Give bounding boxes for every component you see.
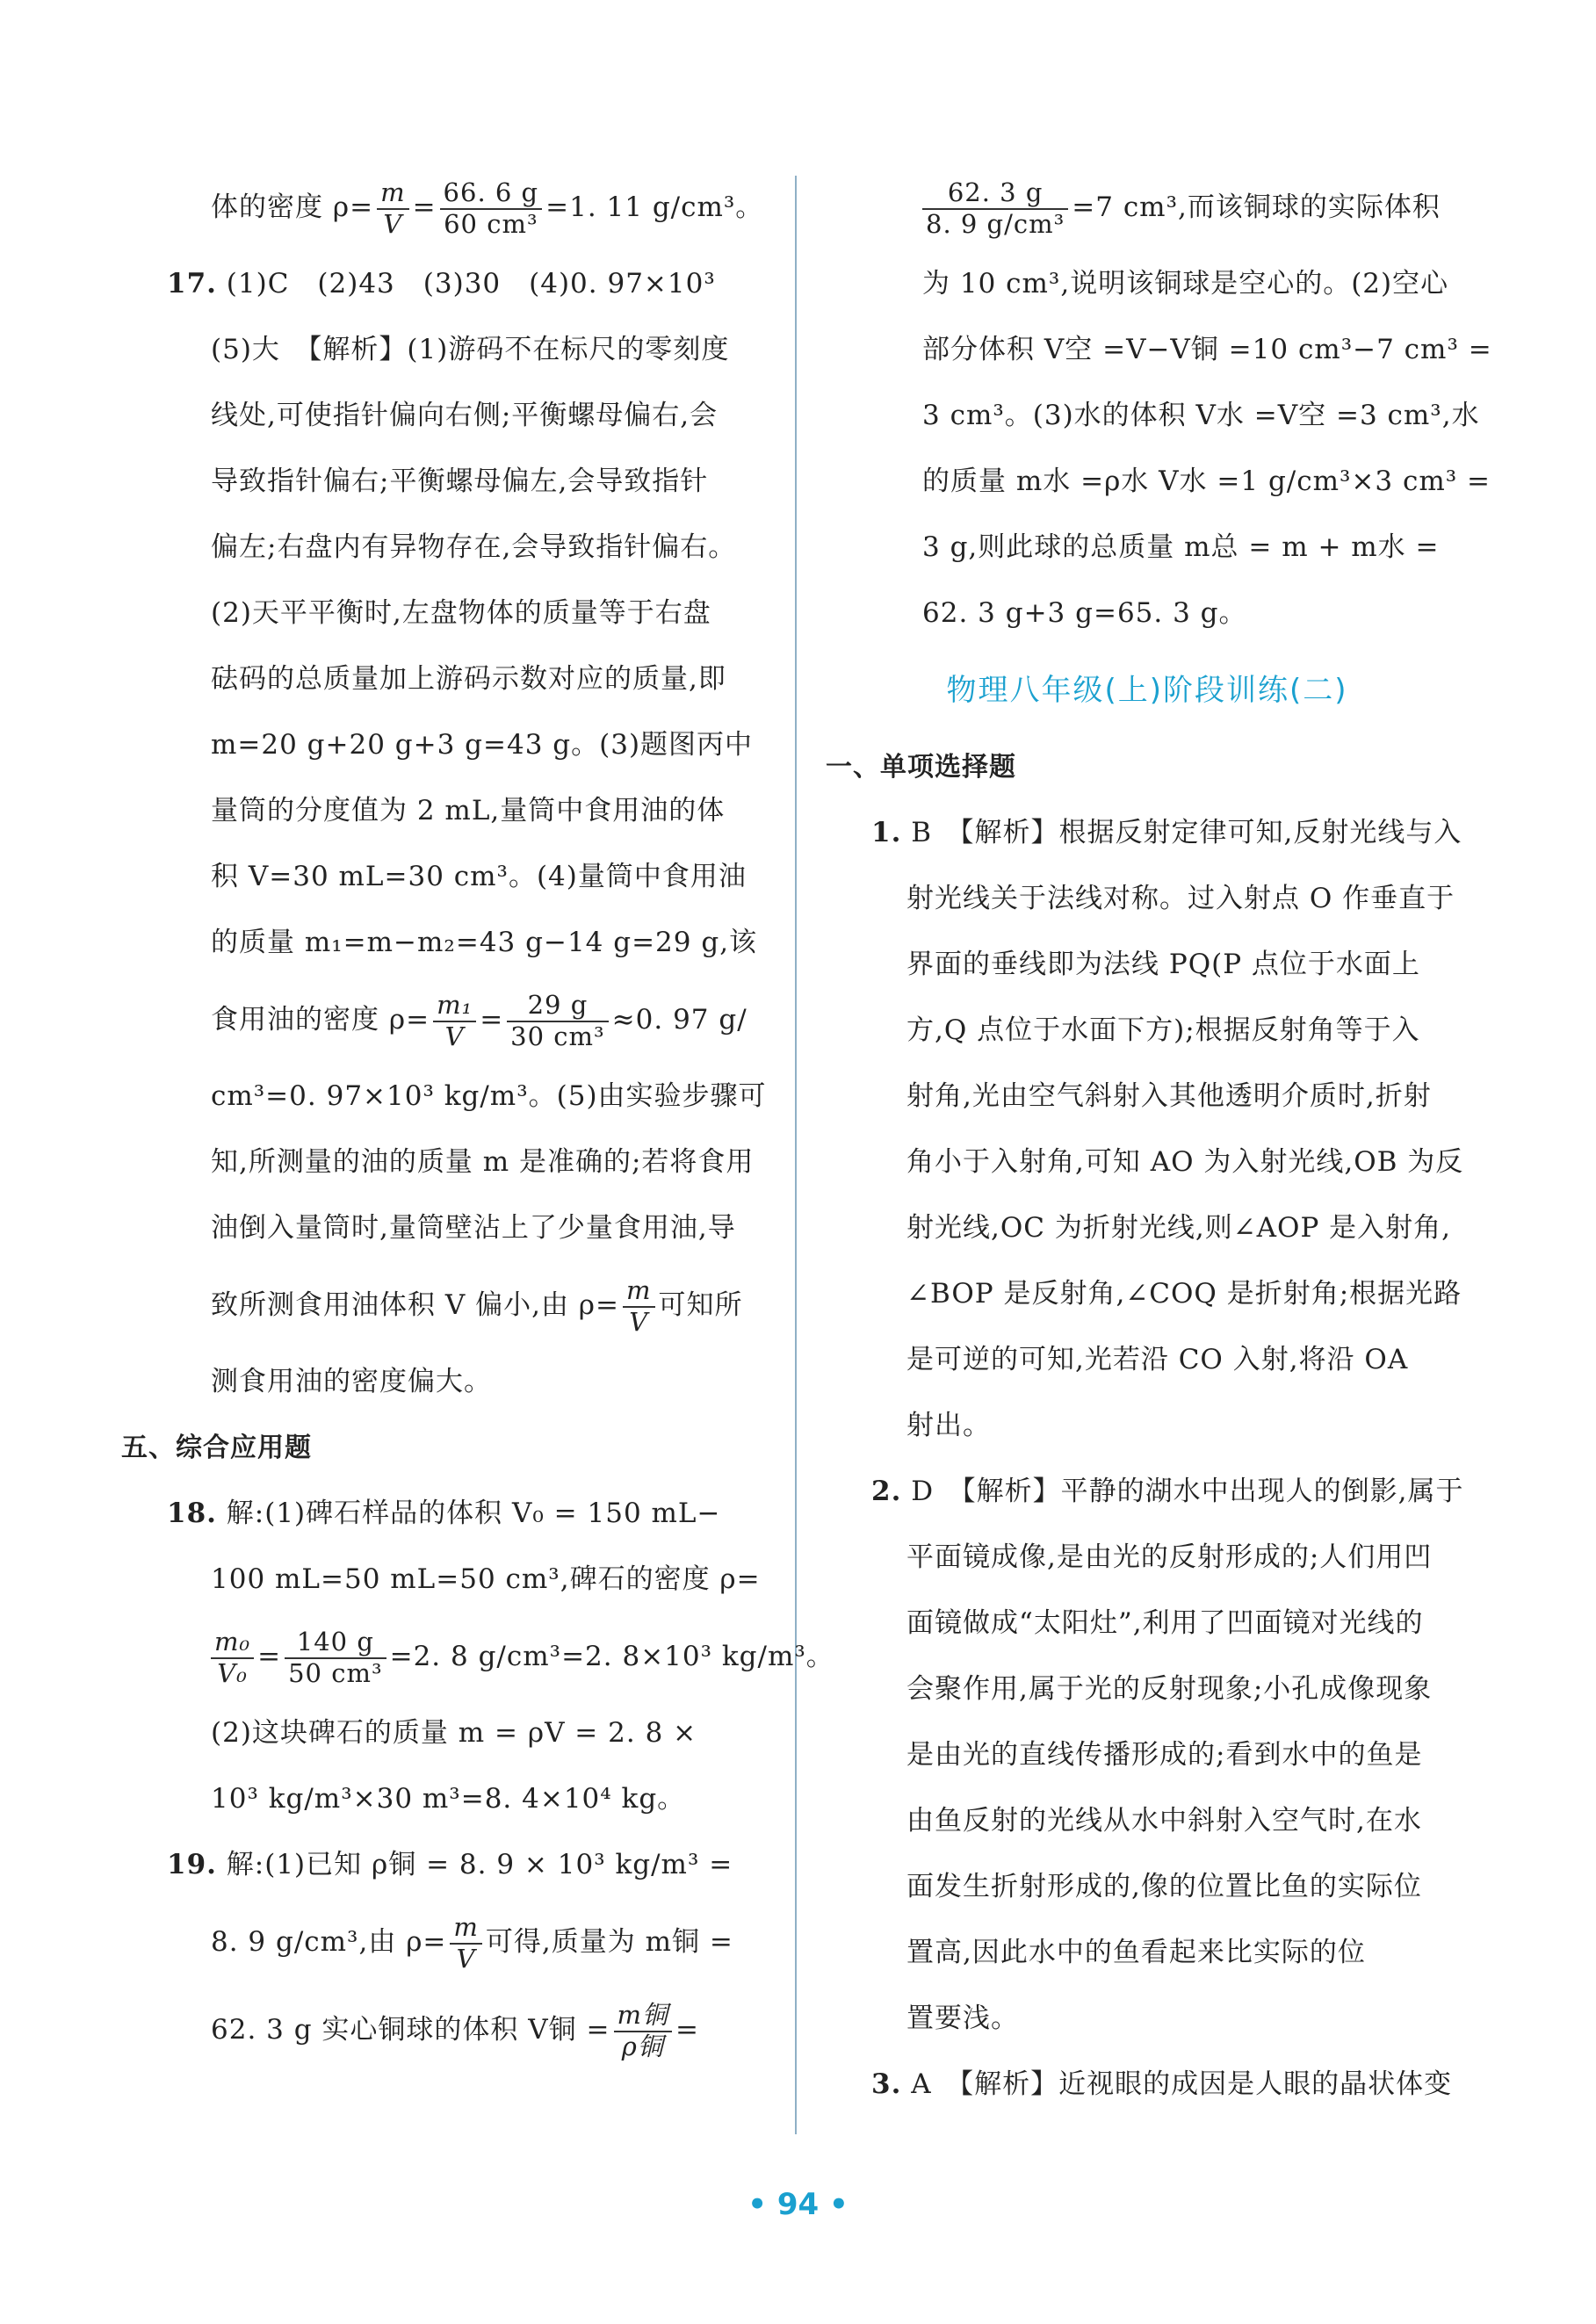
- fraction: [377, 178, 409, 239]
- fraction: [614, 2001, 673, 2061]
- text-line: 3 cm³。(3)水的体积 V水 =V空 =3 cm³,水: [922, 400, 1480, 431]
- denominator: 60 cm³: [444, 208, 538, 239]
- text-line: [826, 163, 1469, 251]
- text-segment: 解:(1)碑石样品的体积 V₀ = 150 mL−: [226, 1498, 721, 1529]
- text-line: 知,所测量的油的质量 m 是准确的;若将食用: [211, 1146, 755, 1178]
- question-19-line: [121, 1832, 764, 1898]
- text-segment: 8. 9 g/cm³,由 ρ=: [211, 1926, 447, 1958]
- numerator: 29 g: [507, 991, 609, 1021]
- denominator: 50 cm³: [288, 1657, 383, 1688]
- text-segment: 可知所: [658, 1289, 743, 1321]
- text-segment: =2. 8 g/cm³=2. 8×10³ kg/m³。: [389, 1641, 834, 1672]
- numerator: m: [377, 178, 409, 209]
- text-segment: 62. 3 g 实心铜球的体积 V铜 =: [211, 2014, 610, 2046]
- fraction: [211, 1628, 254, 1688]
- text-line: 是由光的直线传播形成的;看到水中的鱼是: [906, 1739, 1423, 1771]
- text-line: 方,Q 点位于水面下方);根据反射角等于入: [906, 1014, 1420, 1046]
- right-column: [826, 163, 1492, 2118]
- text-line: ∠BOP 是反射角,∠COQ 是折射角;根据光路: [906, 1278, 1462, 1310]
- question-18-line: [121, 1481, 764, 1547]
- text-line: 射角,光由空气斜射入其他透明介质时,折射: [906, 1080, 1432, 1112]
- text-line: 导致指针偏右;平衡螺母偏左,会导致指针: [211, 466, 709, 497]
- fraction: [450, 1913, 482, 1974]
- section-title: 一、单项选择题: [826, 752, 1016, 783]
- text-line: 射光线关于法线对称。过入射点 O 作垂直于: [906, 883, 1455, 914]
- question-number: 1.: [871, 817, 902, 848]
- column-divider: [795, 176, 797, 2134]
- left-column: [121, 163, 834, 2074]
- text-line: 10³ kg/m³×30 m³=8. 4×10⁴ kg。: [211, 1783, 686, 1815]
- text-line: [121, 976, 764, 1064]
- text-line: 62. 3 g+3 g=65. 3 g。: [922, 597, 1247, 629]
- text-line: 部分体积 V空 =V−V铜 =10 cm³−7 cm³ =: [922, 334, 1492, 365]
- text-segment: =: [257, 1641, 282, 1672]
- text-line: [121, 163, 764, 251]
- denominator: ρ铜: [621, 2031, 664, 2061]
- text-line: 会聚作用,属于光的反射现象;小孔成像现象: [906, 1673, 1433, 1705]
- text-line: 量筒的分度值为 2 mL,量筒中食用油的体: [211, 795, 726, 826]
- text-line: 油倒入量筒时,量筒壁沾上了少量食用油,导: [211, 1212, 736, 1244]
- numerator: m₀: [211, 1628, 254, 1658]
- numerator: m铜: [614, 2001, 673, 2032]
- fraction: [623, 1276, 655, 1337]
- denominator: 8. 9 g/cm³: [926, 208, 1065, 239]
- numerator: m₁: [433, 991, 476, 1021]
- text-segment: =: [480, 1004, 504, 1036]
- text-line: 偏左;右盘内有异物存在,会导致指针偏右。: [211, 531, 737, 563]
- text-segment: 致所测食用油体积 V 偏小,由 ρ=: [211, 1289, 620, 1321]
- question-number: 2.: [871, 1476, 902, 1507]
- text-line: 的质量 m₁=m−m₂=43 g−14 g=29 g,该: [211, 927, 758, 958]
- text-segment: 解:(1)已知 ρ铜 = 8. 9 × 10³ kg/m³ =: [226, 1849, 733, 1880]
- text-segment: =1. 11 g/cm³。: [545, 191, 764, 223]
- section-main-title: 物理八年级(上)阶段训练(二): [946, 673, 1348, 708]
- denominator: V₀: [217, 1657, 248, 1688]
- text-line: (2)这块碑石的质量 m = ρV = 2. 8 ×: [211, 1717, 697, 1749]
- text-line: [121, 1898, 764, 1986]
- text-segment: D 【解析】平静的湖水中出现人的倒影,属于: [911, 1476, 1464, 1507]
- text-line: cm³=0. 97×10³ kg/m³。(5)由实验步骤可: [211, 1080, 767, 1112]
- text-segment: 食用油的密度 ρ=: [211, 1004, 430, 1036]
- page-number: • 94 •: [747, 2187, 849, 2222]
- section-heading: [121, 1415, 764, 1481]
- text-line: 面发生折射形成的,像的位置比鱼的实际位: [906, 1871, 1422, 1902]
- text-line: 平面镜成像,是由光的反射形成的;人们用凹: [906, 1541, 1433, 1573]
- text-line: (2)天平平衡时,左盘物体的质量等于右盘: [211, 597, 711, 629]
- denominator: V: [456, 1943, 476, 1974]
- text-line: [121, 1986, 764, 2074]
- fraction: [440, 178, 543, 239]
- text-segment: 体的密度 ρ=: [211, 191, 374, 223]
- question-number: 17.: [167, 268, 217, 300]
- text-segment: =: [412, 191, 437, 223]
- text-line: 3 g,则此球的总质量 m总 = m + m水 =: [922, 531, 1440, 563]
- text-line: 由鱼反射的光线从水中斜射入空气时,在水: [906, 1805, 1422, 1837]
- text-line: 积 V=30 mL=30 cm³。(4)量筒中食用油: [211, 861, 747, 892]
- denominator: 30 cm³: [510, 1021, 605, 1051]
- text-segment: =7 cm³,而该铜球的实际体积: [1072, 191, 1441, 223]
- text-line: 界面的垂线即为法线 PQ(P 点位于水面上: [906, 949, 1420, 980]
- text-line: 置高,因此水中的鱼看起来比实际的位: [906, 1937, 1366, 1968]
- question-number: 18.: [167, 1498, 217, 1529]
- denominator: V: [444, 1021, 465, 1051]
- text-line: 的质量 m水 =ρ水 V水 =1 g/cm³×3 cm³ =: [922, 466, 1491, 497]
- question-3-line: [826, 2052, 1469, 2118]
- section-heading: [826, 734, 1469, 800]
- text-segment: (1)C (2)43 (3)30 (4)0. 97×10³: [226, 268, 716, 300]
- question-17-line: [121, 251, 764, 317]
- text-segment: 可得,质量为 m铜 =: [485, 1926, 733, 1958]
- text-segment: =: [675, 2014, 699, 2046]
- numerator: 66. 6 g: [440, 178, 543, 209]
- text-line: 射光线,OC 为折射光线,则∠AOP 是入射角,: [906, 1212, 1452, 1244]
- section-title: 五、综合应用题: [121, 1433, 312, 1463]
- numerator: m: [450, 1913, 482, 1944]
- text-line: 100 mL=50 mL=50 cm³,碑石的密度 ρ=: [211, 1563, 761, 1595]
- text-line: 是可逆的可知,光若沿 CO 入射,将沿 OA: [906, 1344, 1409, 1375]
- text-line: 射出。: [906, 1410, 991, 1441]
- fraction: [433, 991, 476, 1051]
- text-segment: ≈0. 97 g/: [611, 1004, 747, 1036]
- text-line: 砝码的总质量加上游码示数对应的质量,即: [211, 663, 726, 695]
- text-line: 面镜做成“太阳灶”,利用了凹面镜对光线的: [906, 1607, 1424, 1639]
- text-line: 置要浅。: [906, 2003, 1019, 2034]
- denominator: V: [383, 208, 403, 239]
- text-line: (5)大 【解析】(1)游码不在标尺的零刻度: [211, 334, 730, 365]
- text-segment: A 【解析】近视眼的成因是人眼的晶状体变: [911, 2068, 1453, 2100]
- numerator: 62. 3 g: [922, 178, 1068, 209]
- numerator: m: [623, 1276, 655, 1307]
- question-number: 19.: [167, 1849, 217, 1880]
- fraction: [507, 991, 609, 1051]
- text-line: 线处,可使指针偏向右侧;平衡螺母偏右,会: [211, 400, 719, 431]
- fraction: [922, 178, 1068, 239]
- question-number: 3.: [871, 2068, 902, 2100]
- denominator: V: [629, 1306, 649, 1337]
- question-1-line: [826, 800, 1469, 866]
- text-line: m=20 g+20 g+3 g=43 g。(3)题图丙中: [211, 729, 754, 761]
- numerator: 140 g: [285, 1628, 386, 1658]
- text-line: 为 10 cm³,说明该铜球是空心的。(2)空心: [922, 268, 1449, 300]
- text-line: [121, 1613, 834, 1700]
- text-line: [121, 1261, 764, 1349]
- text-segment: B 【解析】根据反射定律可知,反射光线与入: [911, 817, 1462, 848]
- text-line: 角小于入射角,可知 AO 为入射光线,OB 为反: [906, 1146, 1464, 1178]
- fraction: [285, 1628, 386, 1688]
- text-line: 测食用油的密度偏大。: [211, 1366, 492, 1397]
- question-2-line: [826, 1459, 1469, 1525]
